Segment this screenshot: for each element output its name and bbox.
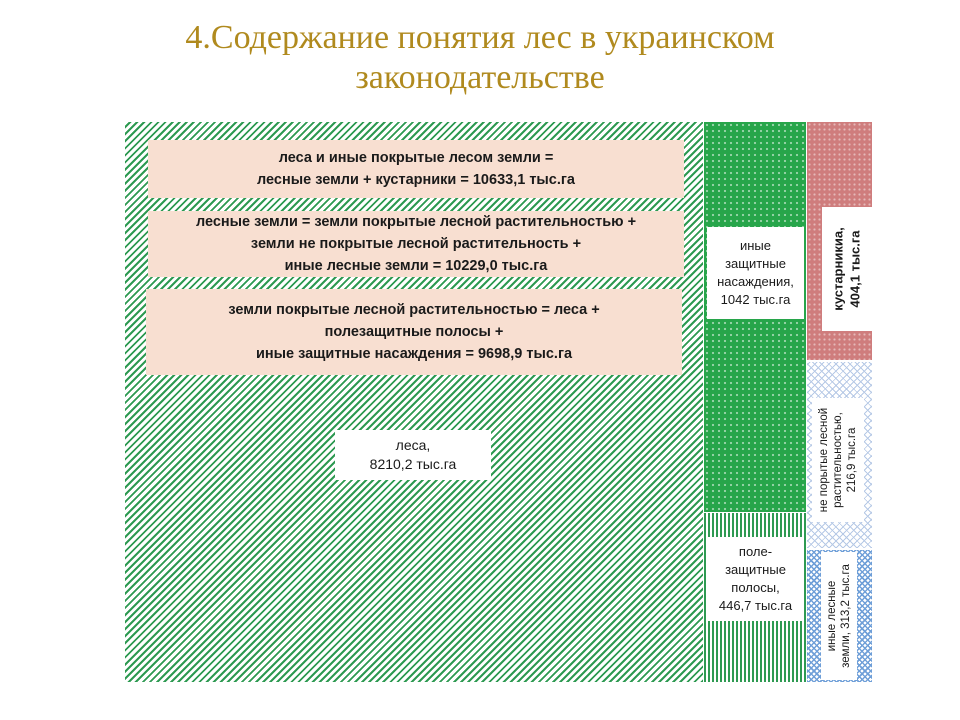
title-line-1: 4.Содержание понятия лес в украинском: [185, 19, 775, 56]
note-1-line-1: леса и иные покрытые лесом земли =: [278, 150, 554, 166]
forests-label-line-2: 8210,2 тыс.га: [369, 456, 457, 472]
forests-block: [125, 122, 703, 682]
shelterbelts-label-line-1: поле-: [738, 544, 773, 559]
forests-label: [335, 430, 491, 480]
uncovered-lands-label: [812, 398, 864, 522]
note-2-line-3: иные лесные земли = 10229,0 тыс.га: [284, 258, 548, 274]
note-3-line-3: иные защитные насаждения = 9698,9 тыс.га: [255, 346, 573, 362]
shelterbelts-label-line-4: 446,7 тыс.га: [718, 598, 793, 613]
note-2-line-1: лесные земли = земли покрытые лесной растительностью +: [195, 214, 637, 230]
protective-label-line-4: 1042 тыс.га: [720, 292, 791, 307]
uncovered-label-line-2: растительностью,: [832, 412, 845, 508]
other-label-line-2: земли, 313,2 тыс.га: [840, 564, 853, 668]
protective-plantings-label: [707, 227, 804, 319]
protective-label-line-1: иные: [739, 238, 771, 253]
note-2-line-2: земли не покрытые лесной растительность +: [250, 236, 582, 252]
uncovered-label-line-3: 216,9 тыс.га: [846, 427, 859, 493]
note-3-line-2: полезащитные полосы +: [324, 324, 504, 340]
shelterbelts-label: [707, 537, 804, 621]
note-1-line-2: лесные земли + кустарники = 10633,1 тыс.га: [257, 172, 575, 188]
shrubs-label-line-1: кустарникиа,: [831, 227, 846, 311]
protective-label-line-3: насаждения,: [717, 274, 794, 289]
slide-title: [80, 18, 880, 98]
other-label-line-1: иные лесные: [826, 580, 839, 652]
other-forest-lands-label: [821, 552, 857, 680]
note-forest-lands: [148, 211, 684, 277]
note-3-line-1: земли покрытые лесной растительностью = леса +: [228, 302, 600, 318]
note-forests-and-other-lands: [148, 140, 684, 198]
shelterbelts-label-line-3: полосы,: [731, 580, 780, 595]
title-line-2: законодательстве: [355, 59, 605, 96]
shelterbelts-label-line-2: защитные: [725, 562, 786, 577]
shrubs-label-line-2: 404,1 тыс.га: [848, 230, 863, 308]
shrubs-label: [822, 207, 872, 331]
uncovered-label-line-1: не порытые лесной: [818, 407, 831, 513]
protective-label-line-2: защитные: [725, 256, 786, 271]
forests-label-line-1: леса,: [395, 437, 431, 453]
note-covered-lands: [146, 289, 682, 375]
